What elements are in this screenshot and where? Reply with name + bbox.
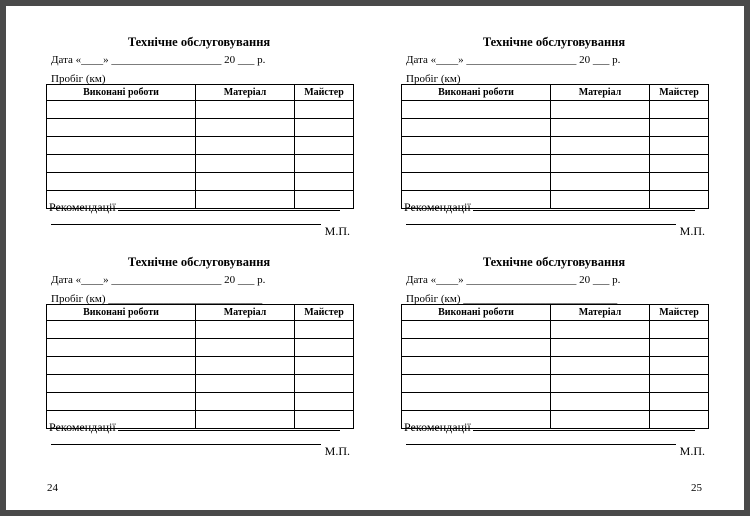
table-cell: [402, 393, 551, 411]
date-line: Дата «____» ____________________ 20 ___ р.: [51, 274, 266, 286]
table-cell: [295, 357, 354, 375]
stamp-label: М.П.: [679, 444, 705, 458]
table-cell: [47, 155, 196, 173]
table-cell: [295, 375, 354, 393]
table-row: [47, 393, 354, 411]
table-row: [402, 321, 709, 339]
document-sheet: [6, 6, 744, 510]
form-title: Технічне обслуговування: [127, 35, 271, 49]
table-cell: [402, 137, 551, 155]
mileage-label: Пробіг (км): [51, 73, 106, 85]
table-cell: [402, 155, 551, 173]
table-cell: [295, 321, 354, 339]
table-cell: [551, 101, 650, 119]
recommendations-row: [49, 199, 340, 214]
table-cell: [402, 321, 551, 339]
column-header-material: Матеріал: [551, 305, 650, 321]
table-cell: [196, 375, 295, 393]
table-cell: [196, 339, 295, 357]
table-cell: [196, 357, 295, 375]
table-cell: [47, 119, 196, 137]
table-cell: [650, 393, 709, 411]
service-table: [46, 84, 354, 209]
table-cell: [47, 137, 196, 155]
recommendations-blank-line: [406, 224, 676, 225]
table-cell: [196, 321, 295, 339]
column-header-master: Майстер: [650, 85, 709, 101]
mileage-label: Пробіг (км) ____________________________: [406, 293, 618, 305]
table-row: [402, 101, 709, 119]
table-row: [47, 137, 354, 155]
table-cell: [551, 375, 650, 393]
table-cell: [295, 137, 354, 155]
table-row: [402, 173, 709, 191]
table-row: [47, 357, 354, 375]
column-header-material: Матеріал: [196, 85, 295, 101]
recommendations-blank: [473, 199, 695, 211]
table-row: [47, 321, 354, 339]
column-header-works: Виконані роботи: [402, 305, 551, 321]
table-cell: [650, 321, 709, 339]
recommendations-blank-line: [406, 444, 676, 445]
table-row: [402, 339, 709, 357]
recommendations-blank: [118, 419, 340, 431]
table-row: [47, 173, 354, 191]
table-row: [47, 375, 354, 393]
table-cell: [551, 173, 650, 191]
table-row: [402, 155, 709, 173]
column-header-master: Майстер: [295, 305, 354, 321]
recommendations-label: Рекомендації: [404, 420, 471, 434]
table-cell: [47, 357, 196, 375]
stamp-label: М.П.: [679, 224, 705, 238]
table-cell: [402, 101, 551, 119]
table-cell: [551, 137, 650, 155]
table-cell: [551, 339, 650, 357]
form-title: Технічне обслуговування: [482, 255, 626, 269]
recommendations-label: Рекомендації: [404, 200, 471, 214]
column-header-material: Матеріал: [196, 305, 295, 321]
table-cell: [650, 375, 709, 393]
table-header-row: [47, 305, 354, 321]
stamp-label: М.П.: [324, 444, 350, 458]
column-header-works: Виконані роботи: [47, 305, 196, 321]
mileage-label: Пробіг (км) ____________________________: [51, 293, 263, 305]
recommendations-row: [404, 199, 695, 214]
page-number-left: 24: [47, 482, 58, 494]
column-header-master: Майстер: [650, 305, 709, 321]
table-cell: [196, 393, 295, 411]
table-cell: [402, 173, 551, 191]
table-row: [47, 339, 354, 357]
table-cell: [650, 155, 709, 173]
table-row: [402, 357, 709, 375]
table-cell: [295, 339, 354, 357]
table-cell: [196, 101, 295, 119]
service-table: [401, 304, 709, 429]
recommendations-label: Рекомендації: [49, 420, 116, 434]
column-header-material: Матеріал: [551, 85, 650, 101]
table-row: [402, 393, 709, 411]
table-cell: [196, 137, 295, 155]
table-cell: [551, 393, 650, 411]
table-cell: [551, 321, 650, 339]
table-cell: [47, 339, 196, 357]
table-header-row: [402, 85, 709, 101]
table-cell: [47, 101, 196, 119]
recommendations-blank: [118, 199, 340, 211]
table-cell: [402, 119, 551, 137]
table-cell: [650, 119, 709, 137]
form-title: Технічне обслуговування: [482, 35, 626, 49]
table-row: [47, 155, 354, 173]
table-cell: [402, 339, 551, 357]
service-table: [401, 84, 709, 209]
table-row: [402, 137, 709, 155]
page-number-right: 25: [691, 482, 702, 494]
date-line: Дата «____» ____________________ 20 ___ р.: [406, 274, 621, 286]
table-cell: [650, 137, 709, 155]
form-title: Технічне обслуговування: [127, 255, 271, 269]
date-line: Дата «____» ____________________ 20 ___ р.: [51, 54, 266, 66]
date-line: Дата «____» ____________________ 20 ___ р.: [406, 54, 621, 66]
column-header-master: Майстер: [295, 85, 354, 101]
table-row: [47, 101, 354, 119]
table-cell: [295, 393, 354, 411]
table-cell: [551, 155, 650, 173]
table-cell: [551, 119, 650, 137]
table-row: [47, 119, 354, 137]
stamp-label: М.П.: [324, 224, 350, 238]
table-cell: [47, 321, 196, 339]
mileage-label: Пробіг (км): [406, 73, 461, 85]
table-cell: [650, 357, 709, 375]
table-cell: [295, 155, 354, 173]
table-cell: [650, 101, 709, 119]
column-header-works: Виконані роботи: [402, 85, 551, 101]
recommendations-blank: [473, 419, 695, 431]
table-cell: [650, 173, 709, 191]
table-cell: [196, 155, 295, 173]
table-cell: [47, 173, 196, 191]
recommendations-label: Рекомендації: [49, 200, 116, 214]
table-cell: [295, 101, 354, 119]
table-cell: [551, 357, 650, 375]
recommendations-row: [404, 419, 695, 434]
recommendations-row: [49, 419, 340, 434]
table-cell: [196, 119, 295, 137]
table-header-row: [402, 305, 709, 321]
service-table: [46, 304, 354, 429]
table-cell: [295, 173, 354, 191]
table-cell: [650, 339, 709, 357]
recommendations-blank-line: [51, 224, 321, 225]
table-row: [402, 375, 709, 393]
table-cell: [196, 173, 295, 191]
table-cell: [402, 375, 551, 393]
recommendations-blank-line: [51, 444, 321, 445]
table-cell: [295, 119, 354, 137]
column-header-works: Виконані роботи: [47, 85, 196, 101]
table-cell: [402, 357, 551, 375]
table-cell: [47, 393, 196, 411]
table-row: [402, 119, 709, 137]
table-header-row: [47, 85, 354, 101]
table-cell: [47, 375, 196, 393]
